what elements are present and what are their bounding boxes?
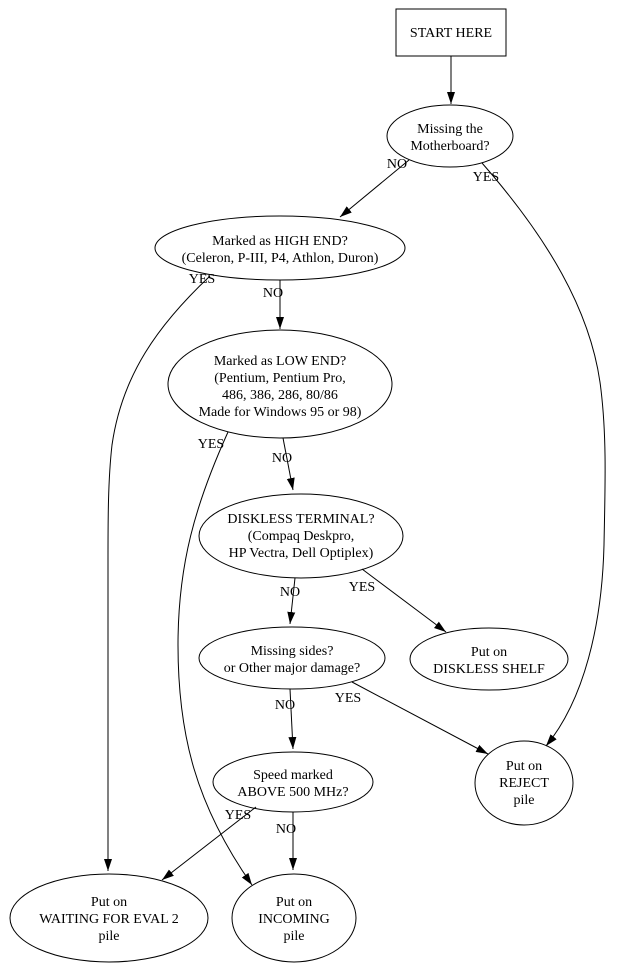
edge-label-missing-motherboard-yes: YES <box>472 170 500 185</box>
waiting-eval-pile-line-1: Put on <box>90 895 128 910</box>
node-start <box>396 9 506 56</box>
missing-sides-line-2: or Other major damage? <box>223 661 361 676</box>
edge-label-high-end-no: NO <box>262 286 284 301</box>
diskless-terminal-line-2: (Compaq Deskpro, <box>247 529 355 544</box>
reject-pile-line-1: Put on <box>505 759 543 774</box>
diskless-shelf-line-2: DISKLESS SHELF <box>433 662 545 677</box>
diskless-terminal-line-1: DISKLESS TERMINAL? <box>227 512 375 527</box>
edge-label-missing-motherboard-no: NO <box>386 157 408 172</box>
edge-label-low-end-no: NO <box>271 451 293 466</box>
start-label: START HERE <box>409 26 493 41</box>
diskless-shelf-line-1: Put on <box>470 645 508 660</box>
incoming-pile-line-2: INCOMING <box>258 912 330 927</box>
low-end-line-1: Marked as LOW END? <box>213 354 347 369</box>
edge-high-end-yes-to-waiting-eval-pile <box>108 276 210 871</box>
node-incoming-pile <box>232 874 356 962</box>
edge-label-speed-marked-no: NO <box>275 822 297 837</box>
edge-diskless-terminal-yes-to-diskless-shelf <box>362 569 446 632</box>
low-end-line-3: 486, 386, 286, 80/86 <box>222 388 338 403</box>
node-waiting-eval-pile <box>10 874 208 962</box>
edge-label-high-end-yes: YES <box>188 272 216 287</box>
incoming-pile-line-1: Put on <box>275 895 313 910</box>
node-diskless-terminal <box>199 494 403 578</box>
waiting-eval-pile-line-3: pile <box>98 929 120 944</box>
edge-label-diskless-terminal-no: NO <box>279 585 301 600</box>
diskless-terminal-line-3: HP Vectra, Dell Optiplex) <box>228 546 374 561</box>
reject-pile-line-2: REJECT <box>499 776 549 791</box>
speed-marked-line-2: ABOVE 500 MHz? <box>237 785 349 800</box>
high-end-line-1: Marked as HIGH END? <box>212 234 348 249</box>
edge-label-speed-marked-yes: YES <box>224 808 252 823</box>
node-missing-sides <box>199 627 385 689</box>
edge-label-diskless-terminal-yes: YES <box>348 580 376 595</box>
low-end-line-2: (Pentium, Pentium Pro, <box>214 371 346 386</box>
speed-marked-line-1: Speed marked <box>253 768 333 783</box>
node-low-end <box>168 330 392 438</box>
high-end-line-2: (Celeron, P-III, P4, Athlon, Duron) <box>181 251 379 266</box>
missing-sides-line-1: Missing sides? <box>250 644 334 659</box>
node-diskless-shelf <box>410 628 568 690</box>
missing-motherboard-line-1: Missing the <box>417 122 483 137</box>
node-missing-motherboard <box>387 105 513 167</box>
reject-pile-line-3: pile <box>513 793 535 808</box>
node-speed-marked <box>213 752 373 812</box>
missing-motherboard-line-2: Motherboard? <box>410 139 490 154</box>
edge-label-low-end-yes: YES <box>197 437 225 452</box>
edge-label-missing-sides-yes: YES <box>334 691 362 706</box>
edge-missing-sides-yes-to-reject-pile <box>352 682 488 754</box>
node-reject-pile <box>475 741 573 825</box>
node-high-end <box>155 216 405 280</box>
edge-label-missing-sides-no: NO <box>274 698 296 713</box>
incoming-pile-line-3: pile <box>283 929 305 944</box>
low-end-line-4: Made for Windows 95 or 98) <box>198 405 362 420</box>
waiting-eval-pile-line-2: WAITING FOR EVAL 2 <box>39 912 179 927</box>
